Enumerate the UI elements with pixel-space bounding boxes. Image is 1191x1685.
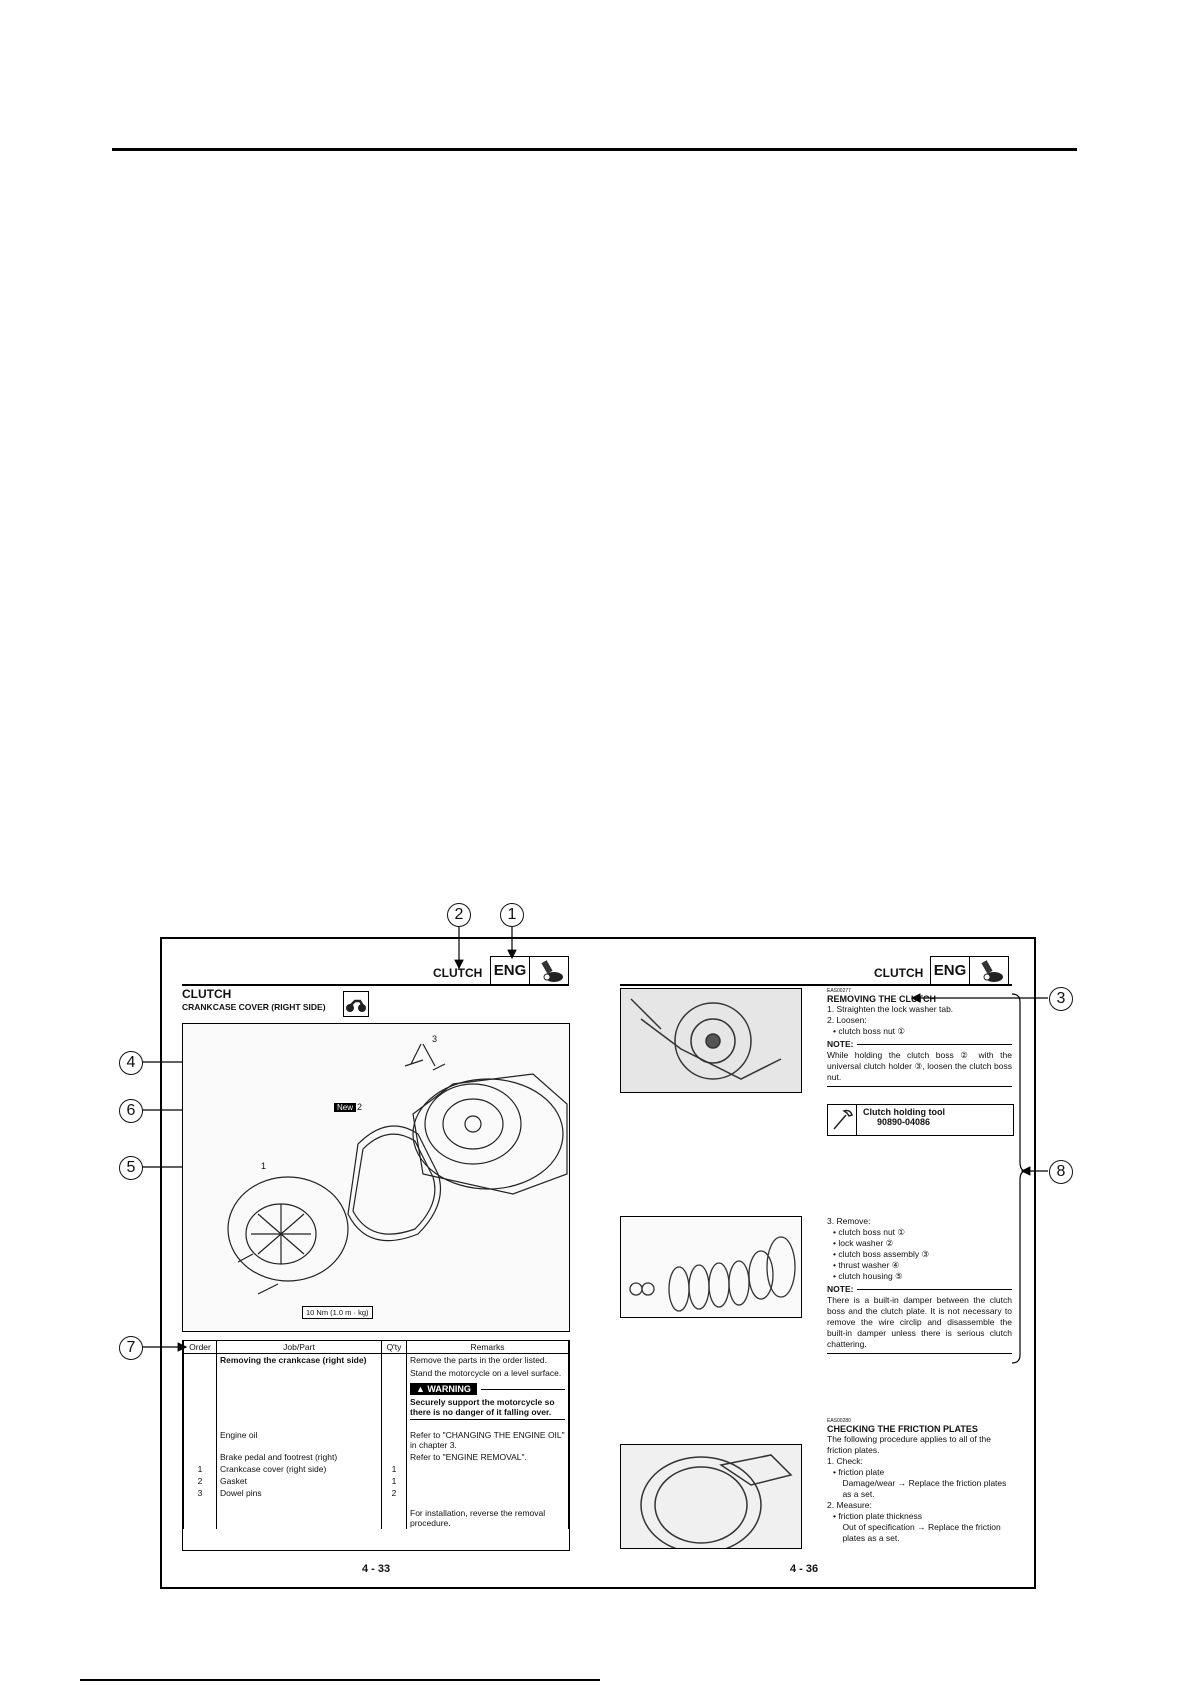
- heading-job: Removing the crankcase (right side): [217, 1354, 382, 1430]
- note-label: NOTE:: [827, 1039, 854, 1049]
- step-line: 2. Measure:: [827, 1500, 872, 1510]
- tool-name: Clutch holding tool: [863, 1107, 945, 1117]
- col-order: Order: [184, 1341, 217, 1354]
- bullet-line: • friction plate: [833, 1467, 885, 1477]
- step-line: 1. Straighten the lock washer tab.: [827, 1004, 954, 1014]
- callout-1: 1: [500, 903, 524, 927]
- photo-friction-plate: [620, 1444, 802, 1549]
- photo-clutch-parts: [620, 1216, 802, 1318]
- col-qty: Q'ty: [382, 1341, 407, 1354]
- right-header-title: CLUTCH: [874, 966, 924, 980]
- col-remarks: Remarks: [407, 1341, 569, 1354]
- note-label: NOTE:: [827, 1284, 854, 1294]
- motorcycle-icon: [343, 991, 369, 1017]
- detail-line: plates as a set.: [833, 1533, 900, 1543]
- footer-remark: For installation, reverse the removal procedure.: [407, 1499, 569, 1529]
- detail-line: Out of specification → Replace the friction: [833, 1522, 1001, 1532]
- warning-badge: ▲ WARNING: [410, 1383, 477, 1395]
- right-header-rule: [620, 984, 1012, 986]
- table-row: [184, 1354, 569, 1430]
- note-text: There is a built-in damper between the clutch boss and the clutch plate. It is not necessary to remove the wire circlip and disassemble the built-in damper unless there is serious clutch chattering.: [827, 1295, 1012, 1349]
- section-code: EAS00277: [827, 988, 851, 994]
- engine-icon: [970, 957, 1008, 985]
- new-badge: New: [334, 1103, 356, 1112]
- left-header-title: CLUTCH: [433, 966, 483, 980]
- right-eng-badge: [930, 956, 1009, 986]
- wrench-icon: [828, 1105, 857, 1135]
- checking-title: CHECKING THE FRICTION PLATES: [827, 1424, 978, 1434]
- bullet-line: • lock washer ②: [833, 1238, 894, 1248]
- step-line: 1. Check:: [827, 1456, 863, 1466]
- job-table: [182, 1340, 570, 1551]
- bullet-line: • clutch housing ⑤: [833, 1271, 903, 1281]
- note-text: While holding the clutch boss ② with the universal clutch holder ③, loosen the clutch boss nut.: [827, 1050, 1012, 1082]
- torque-spec: 10 Nm (1.0 m · kg): [302, 1306, 373, 1319]
- callout-6: 6: [119, 1099, 143, 1123]
- section-subtitle: CRANKCASE COVER (RIGHT SIDE): [182, 1002, 326, 1012]
- col-job: Job/Part: [217, 1341, 382, 1354]
- table-row: 3 Dowel pins 2: [184, 1487, 569, 1499]
- bottom-rule: [80, 1679, 600, 1681]
- callout-5: 5: [119, 1156, 143, 1180]
- crankcase-cover-illustration: [183, 1024, 569, 1331]
- callout-8: 8: [1049, 1160, 1073, 1184]
- bullet-line: • friction plate thickness: [833, 1511, 922, 1521]
- section-code: EAS00280: [827, 1418, 851, 1424]
- callout-2: 2: [447, 903, 471, 927]
- bullet-line: • clutch boss nut ①: [833, 1026, 906, 1036]
- heading-remarks: [407, 1354, 569, 1430]
- eng-label: ENG: [931, 957, 970, 985]
- section-title: CLUTCH: [182, 987, 232, 1001]
- left-header-rule: [182, 984, 568, 986]
- photo-clutch-holder: [620, 988, 802, 1093]
- bullet-line: • thrust washer ④: [833, 1260, 900, 1270]
- table-row: 2 Gasket 1: [184, 1475, 569, 1487]
- table-row: Engine oil Refer to "CHANGING THE ENGINE OIL" in chapter 3.: [184, 1429, 569, 1451]
- callout-3: 3: [1049, 987, 1073, 1011]
- tool-number: 90890-04086: [877, 1117, 931, 1127]
- remove-section: [827, 1216, 1012, 1354]
- removing-title: REMOVING THE CLUTCH: [827, 994, 936, 1004]
- engine-icon: [530, 957, 568, 985]
- table-row: [184, 1499, 569, 1529]
- table-row: 1 Crankcase cover (right side) 1: [184, 1463, 569, 1475]
- warning-text: Securely support the motorcycle so there is no danger of it falling over.: [410, 1397, 555, 1417]
- left-eng-badge: [490, 956, 569, 986]
- checking-section: [827, 1418, 1012, 1544]
- exploded-diagram: [182, 1023, 570, 1332]
- table-row: Brake pedal and footrest (right) Refer to "ENGINE REMOVAL".: [184, 1451, 569, 1463]
- right-page-number: 4 - 36: [790, 1563, 819, 1575]
- removing-clutch-section: [827, 988, 1012, 1087]
- callout-4: 4: [119, 1051, 143, 1075]
- left-page-number: 4 - 33: [362, 1563, 391, 1575]
- step-line: 3. Remove:: [827, 1216, 871, 1226]
- fig-label-3: 3: [432, 1034, 438, 1044]
- tool-box: [827, 1104, 1014, 1136]
- step-line: 2. Loosen:: [827, 1015, 867, 1025]
- bullet-line: • clutch boss assembly ③: [833, 1249, 930, 1259]
- checking-intro: The following procedure applies to all of the friction plates.: [827, 1434, 991, 1455]
- eng-label: ENG: [491, 957, 530, 985]
- fig-label-1: 1: [261, 1161, 267, 1171]
- remark-line: Stand the motorcycle on a level surface.: [410, 1368, 562, 1378]
- tool-info: [857, 1105, 951, 1135]
- detail-line: as a set.: [833, 1489, 875, 1499]
- callout-7: 7: [119, 1336, 143, 1360]
- fig-label-2: 2: [357, 1102, 363, 1112]
- bullet-line: • clutch boss nut ①: [833, 1227, 906, 1237]
- detail-line: Damage/wear → Replace the friction plates: [833, 1478, 1007, 1488]
- remark-line: Remove the parts in the order listed.: [410, 1355, 548, 1365]
